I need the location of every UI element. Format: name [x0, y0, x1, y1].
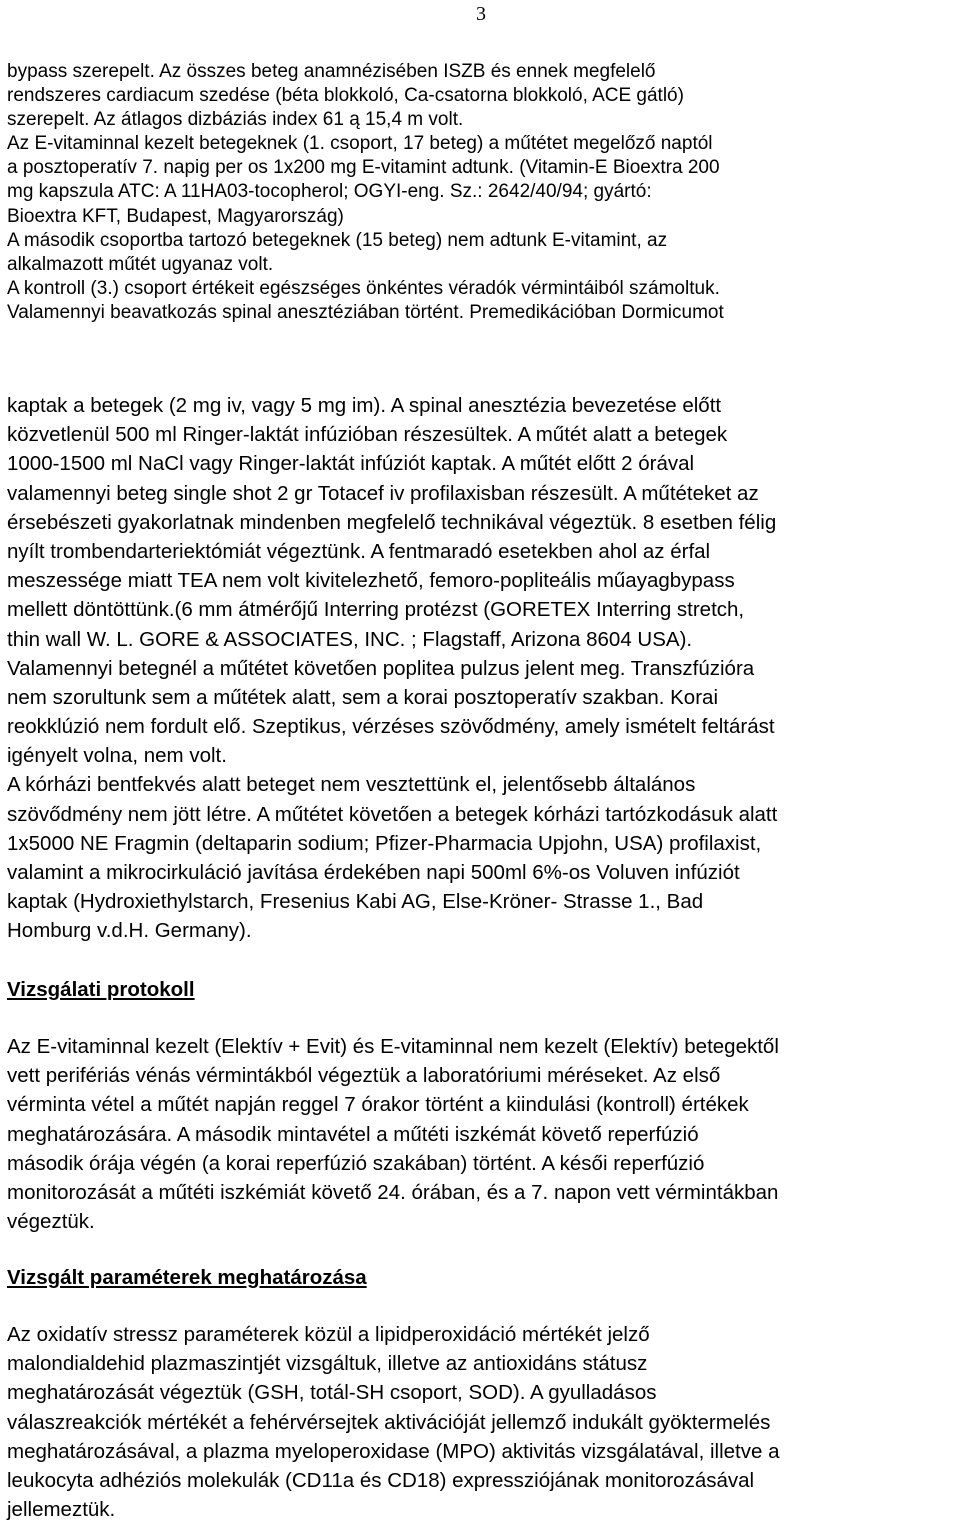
text-line: Az E-vitaminnal kezelt (Elektív + Evit) és E-vitaminnal nem kezelt (Elektív) betegektől [7, 1035, 779, 1058]
text-line: nem szorultunk sem a műtétek alatt, sem a korai posztoperatív szakban. Korai [7, 685, 718, 709]
text-line: meghatározására. A második mintavétel a műtéti iszkémát követő reperfúzió [7, 1122, 699, 1146]
text-line: mellett döntöttünk.(6 mm átmérőjű Interring protézst (GORETEX Interring stretch, [7, 598, 745, 622]
text-line: rendszeres cardiacum szedése (béta blokkoló, Ca-csatorna blokkoló, ACE gátló) [7, 85, 684, 107]
text-line: válaszreakciók mértékét a fehérvérsejtek aktivációját jellemző indukált gyöktermelés [7, 1410, 771, 1434]
text-line: valamennyi beteg single shot 2 gr Totacef iv profilaxisban részesült. A műtéteket az [7, 481, 759, 505]
text-line: meszessége miatt TEA nem volt kivitelezhető, femoro-popliteális műayagbypass [7, 569, 735, 593]
text-line: Az E-vitaminnal kezelt betegeknek (1. csoport, 17 beteg) a műtétet megelőző naptól [7, 133, 713, 155]
paragraph-patients-groups [7, 60, 959, 325]
page-number: 3 [476, 3, 486, 25]
paragraph-parameters [7, 1320, 959, 1524]
section-heading-study-protocol: Vizsgálati protokoll [7, 978, 195, 1001]
text-line: A második csoportba tartozó betegeknek (15 beteg) nem adtunk E-vitamint, az [7, 229, 668, 251]
text-line: alkalmazott műtét ugyanaz volt. [7, 253, 274, 275]
text-line: vérminta vétel a műtét napján reggel 7 órakor történt a kiindulási (kontroll) értékek [7, 1093, 749, 1117]
text-line: A kórházi bentfekvés alatt beteget nem vesztettünk el, jelentősebb általános [7, 773, 696, 797]
text-line: Valamennyi betegnél a műtétet követően poplitea pulzus jelent meg. Transzfúzióra [7, 656, 755, 680]
section-heading-parameters: Vizsgált paraméterek meghatározása [7, 1266, 367, 1289]
text-line: thin wall W. L. GORE & ASSOCIATES, INC. ; Flagstaff, Arizona 8604 USA). [7, 627, 693, 651]
text-line: meghatározásával, a plazma myeloperoxidase (MPO) aktivitás vizsgálatával, illetve a [7, 1439, 780, 1463]
text-line: Homburg v.d.H. Germany). [7, 919, 252, 943]
text-line: malondialdehid plazmaszintjét vizsgáltuk, illetve az antioxidáns státusz [7, 1352, 648, 1376]
paragraph-surgery-details [7, 391, 959, 946]
text-line: nyílt trombendarteriektómiát végeztünk. A fentmaradó esetekben ahol az érfal [7, 539, 711, 563]
text-line: végeztük. [7, 1210, 95, 1234]
text-line: vett perifériás vénás vérmintákból végeztük a laboratóriumi méréseket. Az első [7, 1064, 721, 1088]
text-line: mg kapszula ATC: A 11HA03-tocopherol; OGYI-eng. Sz.: 2642/40/94; gyártó: [7, 181, 652, 203]
text-line: valamint a mikrocirkuláció javítása érdekében napi 500ml 6%-os Voluven infúziót [7, 861, 740, 884]
text-line: 1x5000 NE Fragmin (deltaparin sodium; Pfizer-Pharmacia Upjohn, USA) profilaxist, [7, 831, 762, 855]
text-line: 1000-1500 ml NaCl vagy Ringer-laktát infúziót kaptak. A műtét előtt 2 órával [7, 452, 695, 476]
text-line: szövődmény nem jött létre. A műtétet követően a betegek kórházi tartózkodásuk alatt [7, 802, 778, 826]
text-line: jellemeztük. [7, 1498, 116, 1522]
text-line: meghatározását végeztük (GSH, totál-SH csoport, SOD). A gyulladásos [7, 1381, 657, 1405]
text-line: kaptak a betegek (2 mg iv, vagy 5 mg im). A spinal anesztézia bevezetése előtt [7, 394, 722, 417]
text-line: A kontroll (3.) csoport értékeit egészséges önkéntes véradók vérmintáiból számoltuk. [7, 277, 720, 299]
text-line: Az oxidatív stressz paraméterek közül a lipidperoxidáció mértékét jelző [7, 1323, 650, 1346]
text-line: kaptak (Hydroxiethylstarch, Fresenius Kabi AG, Else-Kröner- Strasse 1., Bad [7, 890, 704, 914]
text-line: monitorozását a műtéti iszkémiát követő 24. órában, és a 7. napon vett vérmintákban [7, 1180, 779, 1204]
text-line: igényelt volna, nem volt. [7, 744, 227, 768]
text-line: Valamennyi beavatkozás spinal anesztéziában történt. Premedikációban Dormicumot [7, 301, 724, 323]
text-line: bypass szerepelt. Az összes beteg anamnézisében ISZB és ennek megfelelő [7, 61, 656, 82]
text-line: szerepelt. Az átlagos dizbáziás index 61 ą 15,4 m volt. [7, 109, 464, 131]
text-line: a posztoperatív 7. napig per os 1x200 mg E-vitamint adtunk. (Vitamin-E Bioextra 200 [7, 157, 720, 179]
text-line: Bioextra KFT, Budapest, Magyarország) [7, 205, 344, 227]
text-line: leukocyta adhéziós molekulák (CD11a és CD18) expressziójának monitorozásával [7, 1468, 755, 1492]
text-line: második órája végén (a korai reperfúzió szakában) történt. A késői reperfúzió [7, 1151, 705, 1175]
text-line: érsebészeti gyakorlatnak mindenben megfelelő technikával végeztük. 8 esetben félig [7, 510, 777, 534]
paragraph-study-protocol [7, 1032, 959, 1236]
text-line: reokklúzió nem fordult elő. Szeptikus, vérzéses szövődmény, amely ismételt feltárást [7, 715, 775, 739]
text-line: közvetlenül 500 ml Ringer-laktát infúzióban részesültek. A műtét alatt a betegek [7, 423, 728, 447]
